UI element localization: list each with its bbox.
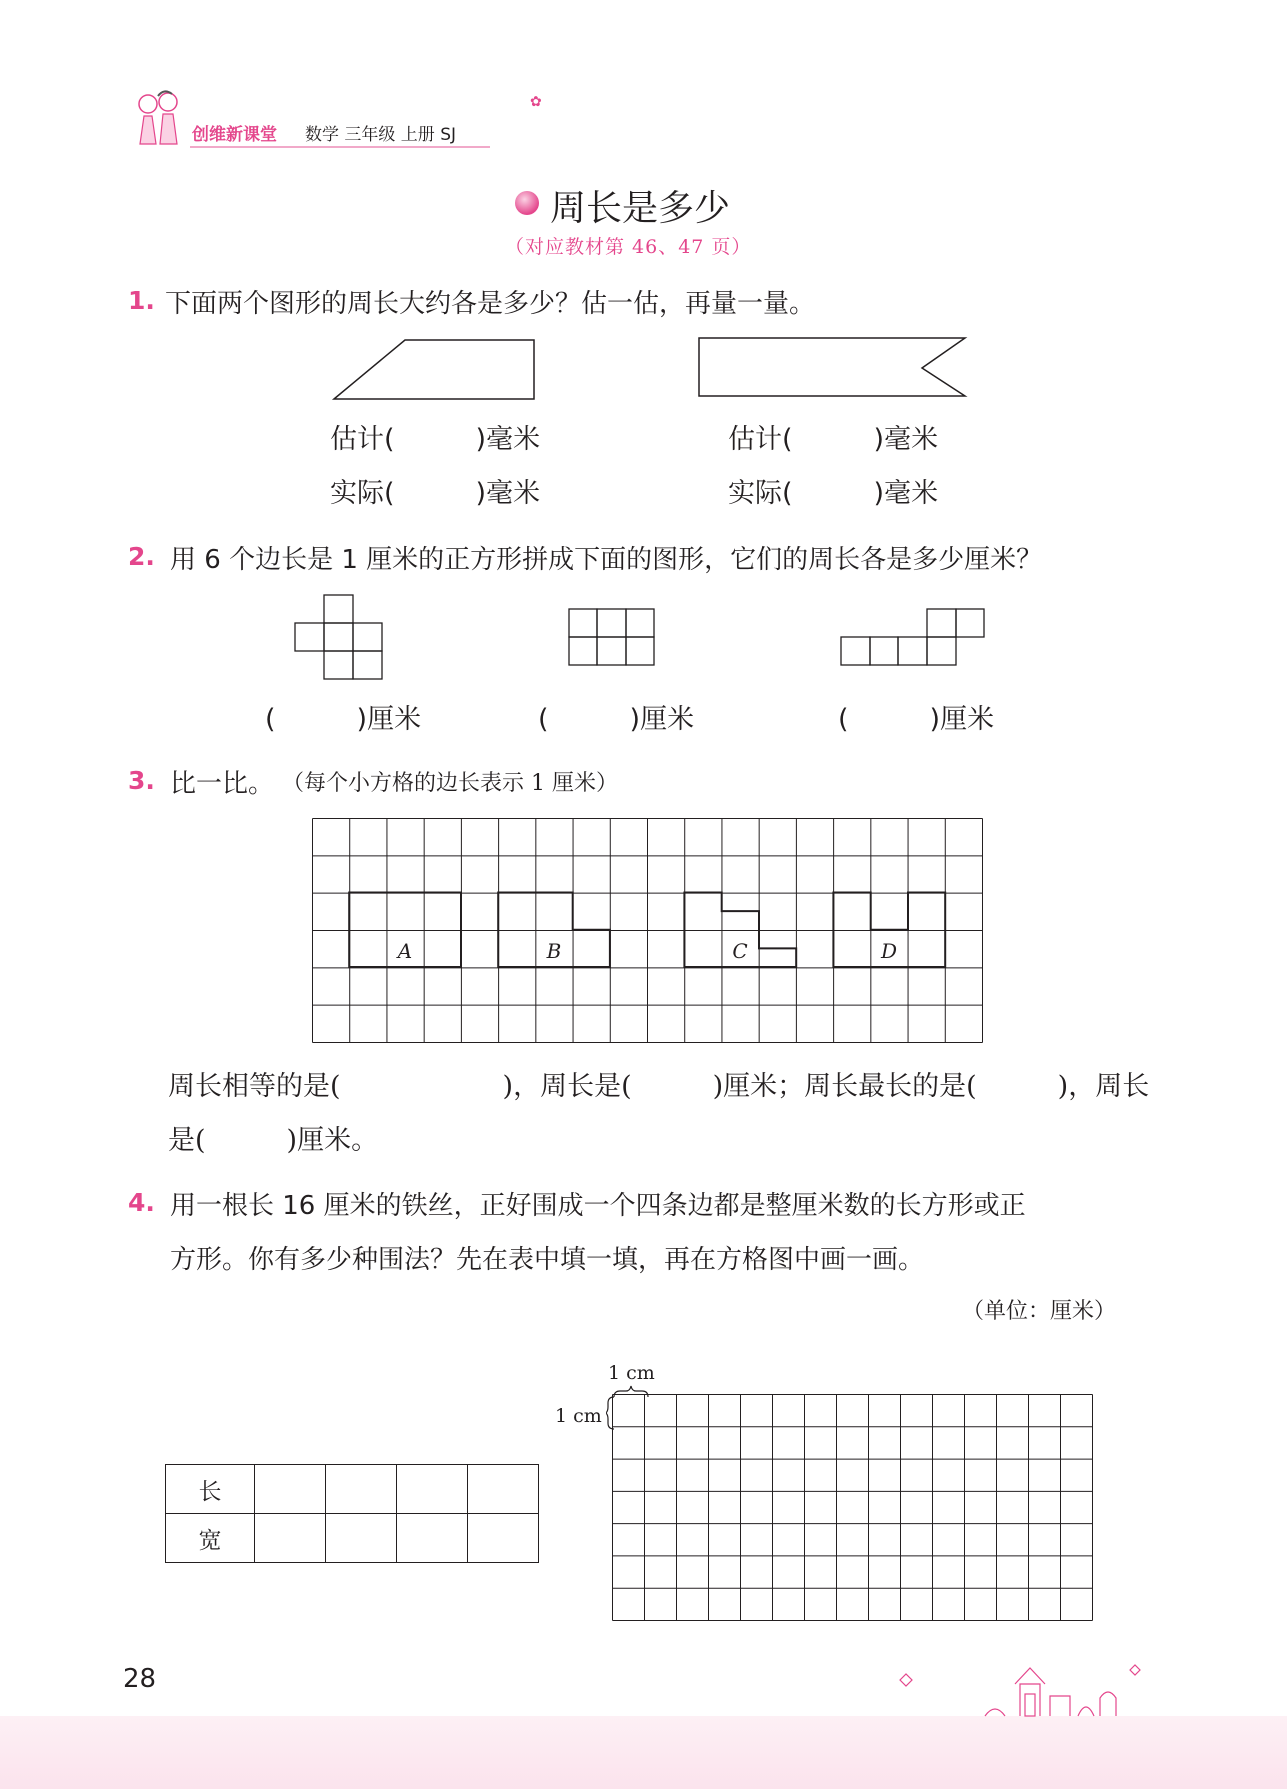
scale-label-vertical: 1 cm — [555, 1405, 602, 1427]
q1-fig1-actual[interactable]: 实际( )毫米 — [330, 478, 541, 509]
q2-answer-2[interactable]: ( )厘米 — [538, 704, 695, 735]
q1-flag-figure — [697, 336, 969, 400]
page-header — [130, 82, 542, 152]
header-divider — [190, 146, 490, 148]
table-cell[interactable] — [255, 1514, 326, 1563]
q3-text: 比一比。 — [170, 769, 275, 799]
q4-unit: （单位：厘米） — [962, 1299, 1117, 1324]
q3-answer-line-2[interactable]: 是( )厘米。 — [168, 1125, 379, 1156]
table-cell[interactable] — [468, 1465, 539, 1514]
q1-number: 1. — [128, 286, 155, 315]
q4-text-line-2: 方形。你有多少种围法？先在表中填一填，再在方格图中画一画。 — [170, 1245, 925, 1275]
q2-cross-figure — [294, 594, 384, 682]
page-number: 28 — [123, 1664, 157, 1694]
brand-name: 创维新课堂 — [192, 125, 277, 145]
q1-fig2-actual[interactable]: 实际( )毫米 — [728, 478, 939, 509]
q3-note: （每个小方格的边长表示 1 厘米） — [282, 771, 618, 796]
q2-text: 用 6 个边长是 1 厘米的正方形拼成下面的图形，它们的周长各是多少厘米？ — [170, 545, 1043, 575]
q1-fig2-estimate[interactable]: 估计( )毫米 — [728, 424, 939, 455]
row-label-width: 宽 — [166, 1514, 255, 1563]
q1-fig1-estimate[interactable]: 估计( )毫米 — [330, 424, 541, 455]
q2-number: 2. — [128, 542, 155, 571]
q2-answer-3[interactable]: ( )厘米 — [838, 704, 995, 735]
kids-illustration-icon — [130, 88, 188, 146]
table-cell[interactable] — [397, 1465, 468, 1514]
shape-label-c: C — [732, 939, 748, 963]
q2-rectangle-figure — [568, 608, 656, 668]
q4-number: 4. — [128, 1188, 155, 1217]
table-cell[interactable] — [255, 1465, 326, 1514]
table-cell[interactable] — [468, 1514, 539, 1563]
title-bullet-icon — [515, 191, 539, 215]
q1-parallelogram-figure — [330, 336, 540, 402]
q3-grid-figure — [312, 818, 984, 1044]
q1-text: 下面两个图形的周长大约各是多少？估一估，再量一量。 — [165, 289, 816, 319]
shape-label-b: B — [546, 939, 562, 963]
shape-label-a: A — [397, 939, 413, 963]
row-label-length: 长 — [166, 1465, 255, 1514]
textbook-reference: （对应教材第 46、47 页） — [505, 236, 752, 258]
q4-text-line-1: 用一根长 16 厘米的铁丝，正好围成一个四条边都是整厘米数的长方形或正 — [170, 1191, 1026, 1221]
table-cell[interactable] — [326, 1465, 397, 1514]
butterfly-icon: ✿ — [530, 94, 542, 110]
footer-band — [0, 1716, 1287, 1789]
scale-label-horizontal: 1 cm — [608, 1362, 655, 1384]
castle-illustration-icon — [880, 1650, 1180, 1720]
q2-step-figure — [840, 608, 986, 668]
q2-answer-1[interactable]: ( )厘米 — [265, 704, 422, 735]
table-cell[interactable] — [326, 1514, 397, 1563]
shape-label-d: D — [880, 939, 898, 963]
book-info: 数学 三年级 上册 SJ — [305, 125, 457, 145]
q3-number: 3. — [128, 766, 155, 795]
table-cell[interactable] — [397, 1514, 468, 1563]
page-title: 周长是多少 — [550, 188, 731, 229]
q3-answer-line-1[interactable]: 周长相等的是( )，周长是( )厘米；周长最长的是( )，周长 — [168, 1071, 1150, 1102]
q4-drawing-grid[interactable] — [612, 1394, 1094, 1622]
q4-length-width-table — [165, 1464, 539, 1563]
